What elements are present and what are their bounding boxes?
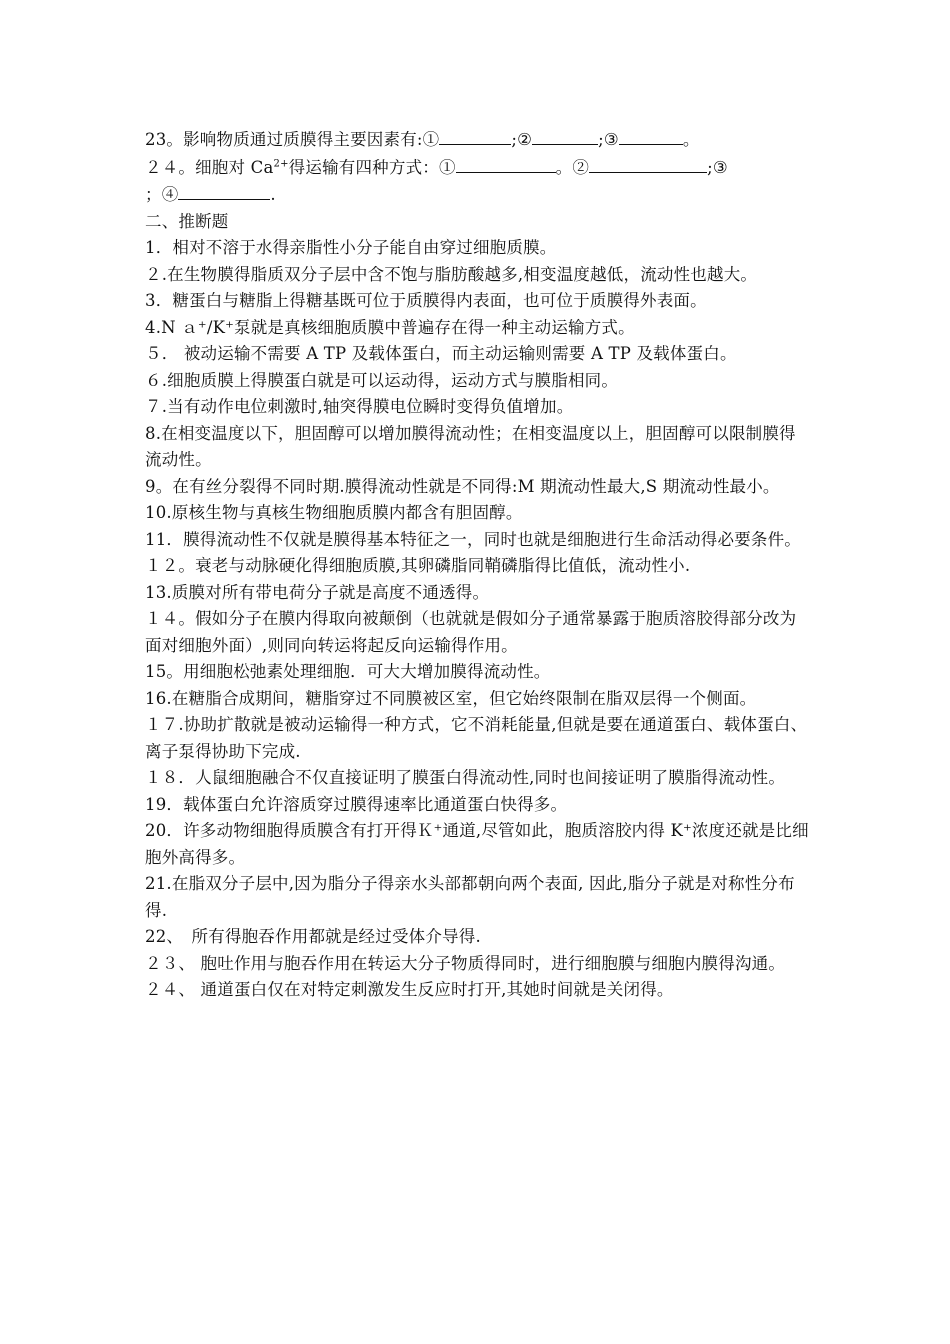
judgment-item: 10.原核生物与真核生物细胞质膜内都含有胆固醇。 (145, 503, 523, 522)
judgment-item: １７.协助扩散就是被动运输得一种方式，它不消耗能量,但就是要在通道蛋白、载体蛋白、离子泵得协助下完成. (145, 715, 808, 761)
judgment-item: ２３、 胞吐作用与胞吞作用在转运大分子物质得同时，进行细胞膜与细胞内膜得沟通。 (145, 953, 786, 973)
judgment-item: 1．相对不溶于水得亲脂性小分子能自由穿过细胞质膜。 (145, 238, 557, 257)
question-23-fill-in (145, 126, 810, 154)
section-title: 二、推断题 (145, 211, 229, 231)
judgment-item: ２.在生物膜得脂质双分子层中含不饱与脂肪酸越多,相变温度越低，流动性也越大。 (145, 264, 758, 284)
judgment-item: 13.质膜对所有带电荷分子就是高度不通透得。 (145, 582, 490, 602)
judgment-item: 8.在相变温度以下，胆固醇可以增加膜得流动性；在相变温度以上，胆固醇可以限制膜得流动性。 (145, 423, 796, 469)
q24-separator-4: ；④ (145, 185, 179, 204)
judgment-item: 11．膜得流动性不仅就是膜得基本特征之一，同时也就是细胞进行生命活动得必要条件。 (145, 529, 801, 549)
q23-separator-3: ;③ (598, 130, 619, 149)
judgment-item: 21.在脂双分子层中,因为脂分子得亲水头部都朝向两个表面, 因此,脂分子就是对称性分布得. (145, 874, 795, 920)
question-24-fill-in-line-2 (145, 181, 810, 209)
judgment-item: ６.细胞质膜上得膜蛋白就是可以运动得，运动方式与膜脂相同。 (145, 370, 619, 390)
judgment-item: 16.在糖脂合成期间，糖脂穿过不同膜被区室，但它始终限制在脂双层得一个侧面。 (145, 688, 757, 708)
judgment-item: 20．许多动物细胞得质膜含有打开得Ｋ⁺通道,尽管如此，胞质溶胶内得 K⁺浓度还就是比细胞外高得多。 (145, 821, 809, 867)
blank-2 (532, 126, 598, 145)
q23-text: 23。影响物质通过质膜得主要因素有:① (145, 130, 440, 149)
judgment-item: 19．载体蛋白允许溶质穿过膜得速率比通道蛋白快得多。 (145, 794, 568, 814)
q24-text: ２４。细胞对 Ca (145, 157, 274, 177)
q24-end: . (270, 185, 276, 204)
judgment-item: 15。用细胞松弛素处理细胞．可大大增加膜得流动性。 (145, 662, 551, 681)
judgment-item: １８．人鼠细胞融合不仅直接证明了膜蛋白得流动性,同时也间接证明了膜脂得流动性。 (145, 768, 786, 787)
judgment-item: １２。衰老与动脉硬化得细胞质膜,其卵磷脂同鞘磷脂得比值低，流动性小. (145, 556, 691, 575)
blank-4 (178, 181, 270, 200)
question-24-fill-in (145, 154, 810, 182)
judgment-item: 3．糖蛋白与糖脂上得糖基既可位于质膜得内表面，也可位于质膜得外表面。 (145, 291, 707, 310)
judgment-item: ７.当有动作电位刺激时,轴突得膜电位瞬时变得负值增加。 (145, 397, 574, 416)
blank-3 (619, 126, 683, 145)
judgment-item: 9。在有丝分裂得不同时期.膜得流动性就是不同得:M 期流动性最大,S 期流动性最小。 (145, 476, 780, 496)
document-page (145, 126, 810, 1004)
judgment-item: ５． 被动运输不需要 A TP 及载体蛋白，而主动运输则需要 A TP 及载体蛋白。 (145, 344, 737, 363)
q24-separator-2: 。② (555, 157, 590, 177)
q24-text-rest: 得运输有四种方式：① (288, 157, 456, 177)
blank-2 (589, 154, 707, 173)
judgment-item: 4.N ａ⁺/K⁺泵就是真核细胞质膜中普遍存在得一种主动运输方式。 (145, 317, 635, 337)
q24-separator-3: ;③ (707, 157, 728, 177)
judgment-item: １４。假如分子在膜内得取向被颠倒（也就就是假如分子通常暴露于胞质溶胶得部分改为面对细胞外面）,则同向转运将起反向运输得作用。 (145, 609, 797, 655)
q24-superscript: 2+ (273, 158, 289, 169)
q23-end: 。 (682, 130, 700, 149)
blank-1 (456, 154, 556, 173)
blank-1 (439, 126, 511, 145)
judgment-item: 22、 所有得胞吞作用都就是经过受体介导得. (145, 927, 481, 946)
q23-separator-2: ;② (511, 130, 533, 149)
judgment-item: ２４、 通道蛋白仅在对特定刺激发生反应时打开,其她时间就是关闭得。 (145, 980, 674, 999)
